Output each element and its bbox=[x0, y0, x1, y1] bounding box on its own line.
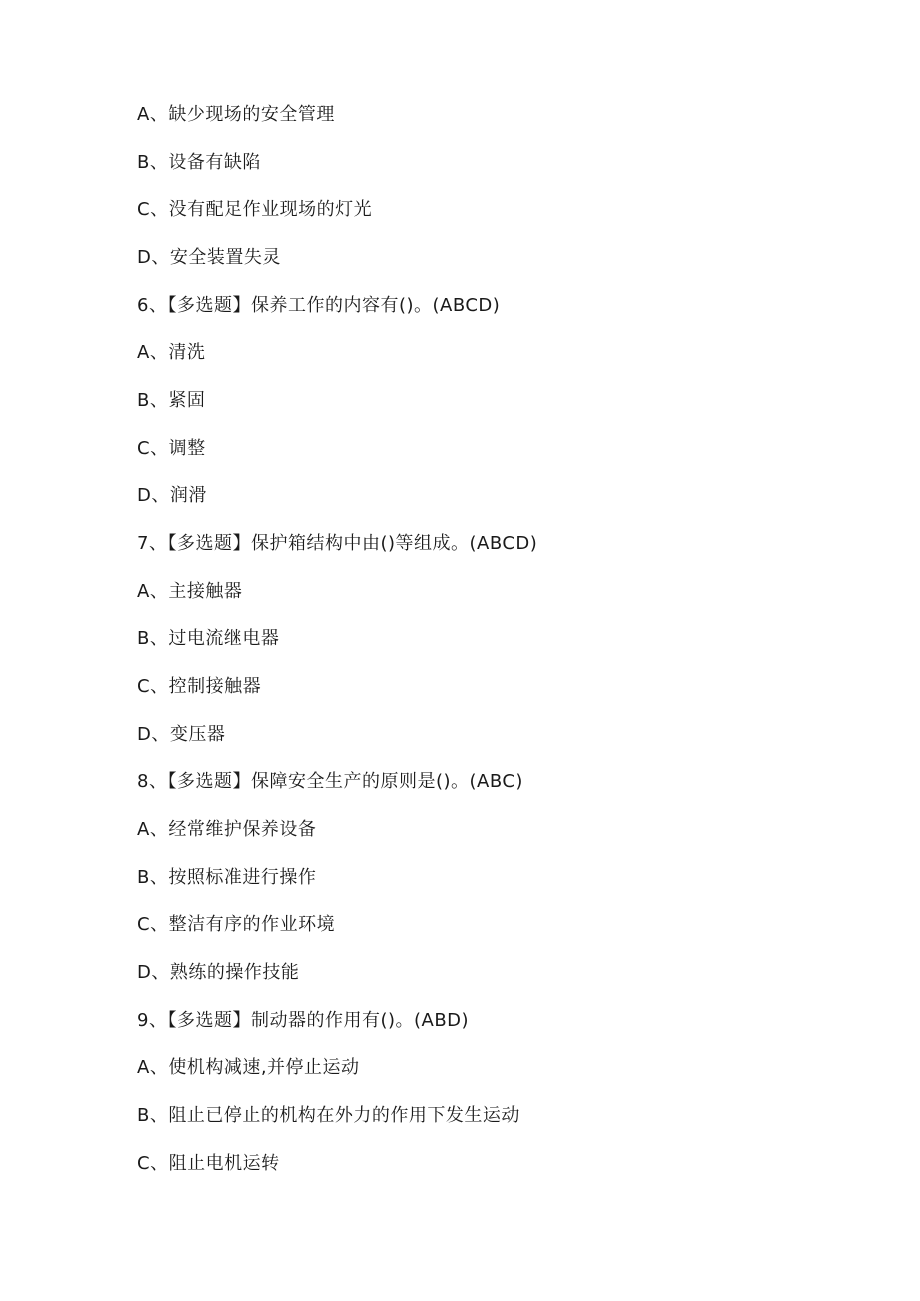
option-a-q5: A、缺少现场的安全管理 bbox=[137, 104, 335, 125]
option-d-q6: D、润滑 bbox=[137, 485, 207, 506]
option-c-q5: C、没有配足作业现场的灯光 bbox=[137, 199, 373, 220]
option-b-q5: B、设备有缺陷 bbox=[137, 152, 261, 173]
option-d-q5: D、安全装置失灵 bbox=[137, 247, 281, 268]
option-c-q9: C、阻止电机运转 bbox=[137, 1153, 280, 1174]
option-a-q7: A、主接触器 bbox=[137, 581, 243, 602]
option-c-q8: C、整洁有序的作业环境 bbox=[137, 914, 336, 935]
question-6: 6、【多选题】保养工作的内容有()。(ABCD) bbox=[137, 295, 501, 316]
option-b-q6: B、紧固 bbox=[137, 390, 206, 411]
option-a-q9: A、使机构减速,并停止运动 bbox=[137, 1057, 360, 1078]
option-b-q8: B、按照标准进行操作 bbox=[137, 867, 317, 888]
option-c-q6: C、调整 bbox=[137, 438, 206, 459]
question-7: 7、【多选题】保护箱结构中由()等组成。(ABCD) bbox=[137, 533, 538, 554]
option-b-q9: B、阻止已停止的机构在外力的作用下发生运动 bbox=[137, 1105, 520, 1126]
option-a-q6: A、清洗 bbox=[137, 342, 206, 363]
option-d-q7: D、变压器 bbox=[137, 724, 226, 745]
question-8: 8、【多选题】保障安全生产的原则是()。(ABC) bbox=[137, 771, 523, 792]
option-b-q7: B、过电流继电器 bbox=[137, 628, 280, 649]
option-a-q8: A、经常维护保养设备 bbox=[137, 819, 317, 840]
option-d-q8: D、熟练的操作技能 bbox=[137, 962, 300, 983]
question-9: 9、【多选题】制动器的作用有()。(ABD) bbox=[137, 1010, 470, 1031]
option-c-q7: C、控制接触器 bbox=[137, 676, 262, 697]
